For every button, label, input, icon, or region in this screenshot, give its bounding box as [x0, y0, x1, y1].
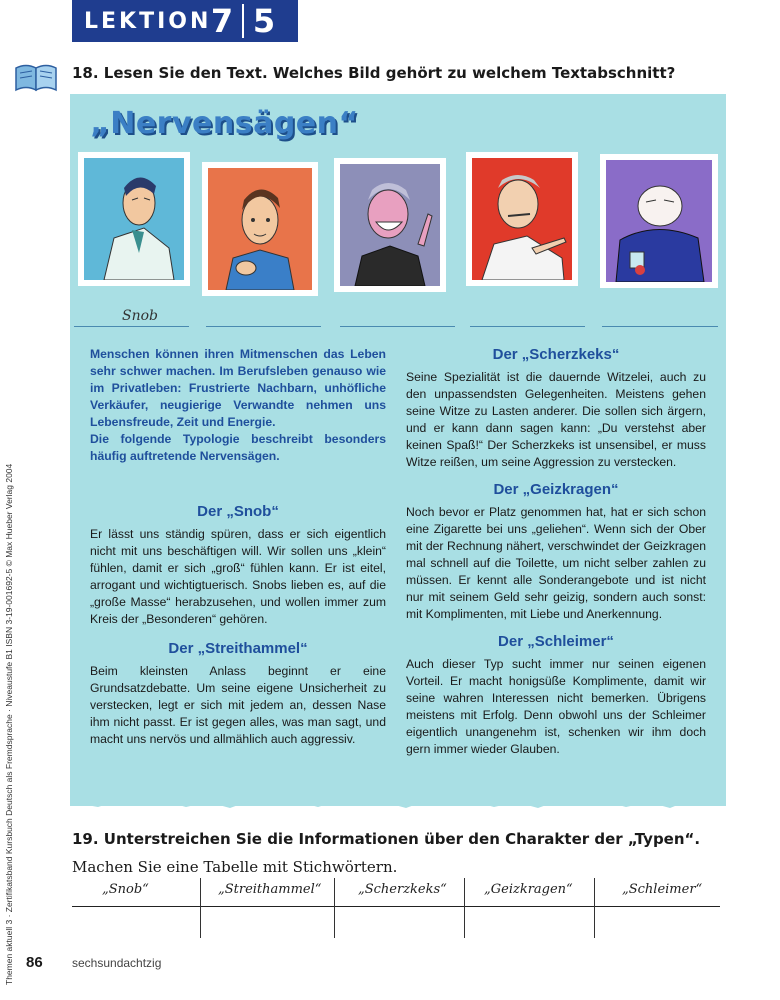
task-18-title: 18. Lesen Sie den Text. Welches Bild gehört zu welchem Textabschnitt? [72, 64, 676, 82]
answer-line-2[interactable] [206, 326, 321, 327]
fat-man-illustration [606, 160, 712, 282]
text-streithammel: Beim kleinsten Anlass beginnt er eine Grundsatzdebatte. Um seine eigene Unsicherheit zu verstecken, legt er sich mit jedem an, dessen Nase ihm nicht passt. Er ist gegen alles, was man sagt, und macht uns nervös und allmählich auch aggressiv. [90, 664, 386, 746]
heading-streithammel: Der „Streithammel“ [168, 640, 308, 657]
angry-man-illustration [472, 158, 572, 280]
picture-2 [202, 162, 318, 296]
torn-paper-edge [70, 794, 726, 812]
page-number: 86 [26, 954, 43, 971]
heading-geizkragen: Der „Geizkragen“ [493, 481, 619, 498]
table-divider-1 [200, 878, 201, 938]
table-divider-4 [594, 878, 595, 938]
answer-line-1[interactable] [74, 326, 189, 327]
answer-line-4[interactable] [470, 326, 585, 327]
text-scherzkeks: Seine Spezialität ist die dauernde Witzelei, auch zu den unpassendsten Gelegenheiten. Meistens gehen seine Witze zu Lasten anderer. Die sollen sich ärgern, und er kann dann sagen kann: „Du verstehst aber keinen Spaß!“ Der Scherzkeks ist unsensibel, er muss Witze reißen, um seine Aggression zu verstecken. [406, 370, 706, 469]
heading-scherzkeks: Der „Scherzkeks“ [492, 346, 620, 363]
table-header-snob: „Snob“ [102, 882, 149, 897]
table-header-schleimer: „Schleimer“ [622, 882, 703, 897]
heading-schleimer: Der „Schleimer“ [498, 633, 614, 650]
text-snob: Er lässt uns ständig spüren, dass er sich eigentlich nicht mit uns beschäftigen will. Wir sollen uns „klein“ fühlen, damit er sich „groß“ fühlen kann. Er ist eitel, arrogant und wichtigtuerisch. Snobs lieben es, auf die „große Masse“ herabzusehen, und wollen immer zum Kreis der „Besonderen“ gehören. [90, 527, 386, 626]
table-divider-3 [464, 878, 465, 938]
lektion-section: 5 [252, 2, 276, 40]
picture-1-snob [78, 152, 190, 286]
task-19-subtitle: Machen Sie eine Tabelle mit Stichwörtern. [72, 858, 398, 876]
panel-title: „Nervensägen“ [90, 106, 359, 141]
right-column [406, 346, 706, 758]
picture-4 [466, 152, 578, 286]
intro-text: Menschen können ihren Mitmenschen das Leben sehr schwer machen. Im Berufsleben genauso wie im Privatleben: Frustrierte Nachbarn, unhöfliche Verkäufer, neugierige Verwandte nehmen uns Lebensfreude, Zeit und Energie. Die folgende Typologie beschreibt besonders häufig auftretende Nervensägen. [90, 347, 386, 463]
lektion-unit: 7 [210, 2, 234, 40]
side-imprint: Themen aktuell 3 · Zertifikatsband Kursbuch Deutsch als Fremdsprache · Niveaustufe B1 ISBN 3-19-001692-5 © Max Hueber Verlag 2004 [4, 463, 14, 985]
answer-line-5[interactable] [602, 326, 718, 327]
table-header-rule [72, 906, 720, 907]
table-header-geizkragen: „Geizkragen“ [484, 882, 573, 897]
answer-field-1[interactable]: Snob [122, 308, 158, 324]
task-19-title: 19. Unterstreichen Sie die Informationen über den Charakter der „Typen“. [72, 830, 701, 848]
table-header-streithammel: „Streithammel“ [218, 882, 322, 897]
text-schleimer: Auch dieser Typ sucht immer nur seinen eigenen Vorteil. Er macht honigsüße Komplimente, damit wir seine wahren Interessen nicht bemerken. Übrigens meistens mit Erfolg. Denn obwohl uns der Schleimer eigentlich unangenehm ist, schenken wir ihm doch gern immer wieder Glauben. [406, 657, 706, 756]
lektion-header [72, 0, 298, 42]
heading-snob: Der „Snob“ [197, 503, 279, 520]
picture-3 [334, 158, 446, 292]
man-illustration [208, 168, 312, 290]
lektion-label: LEKTION [84, 8, 212, 34]
text-panel [70, 94, 726, 806]
laughing-man-illustration [340, 164, 440, 286]
table-divider-2 [334, 878, 335, 938]
page-number-word: sechsundachtzig [72, 956, 162, 970]
open-book-icon [14, 62, 58, 92]
picture-5 [600, 154, 718, 288]
keyword-table [72, 878, 720, 938]
answer-line-3[interactable] [340, 326, 455, 327]
table-header-scherzkeks: „Scherzkeks“ [358, 882, 447, 897]
left-column [90, 346, 386, 748]
snob-illustration [84, 158, 184, 280]
text-geizkragen: Noch bevor er Platz genommen hat, hat er sich schon eine Zigarette bei uns „geliehen“. Wenn sich der Ober mit der Rechnung nähert, verschwindet der Geizkragen mal schnell auf die Toilette, um nicht selber zahlen zu müssen. Er kennt alle Sonderangebote und ist nicht nur mit seinem Geld sehr geizig, sondern auch sonst: mit Komplimenten, mit Liebe und Anerkennung. [406, 505, 706, 621]
